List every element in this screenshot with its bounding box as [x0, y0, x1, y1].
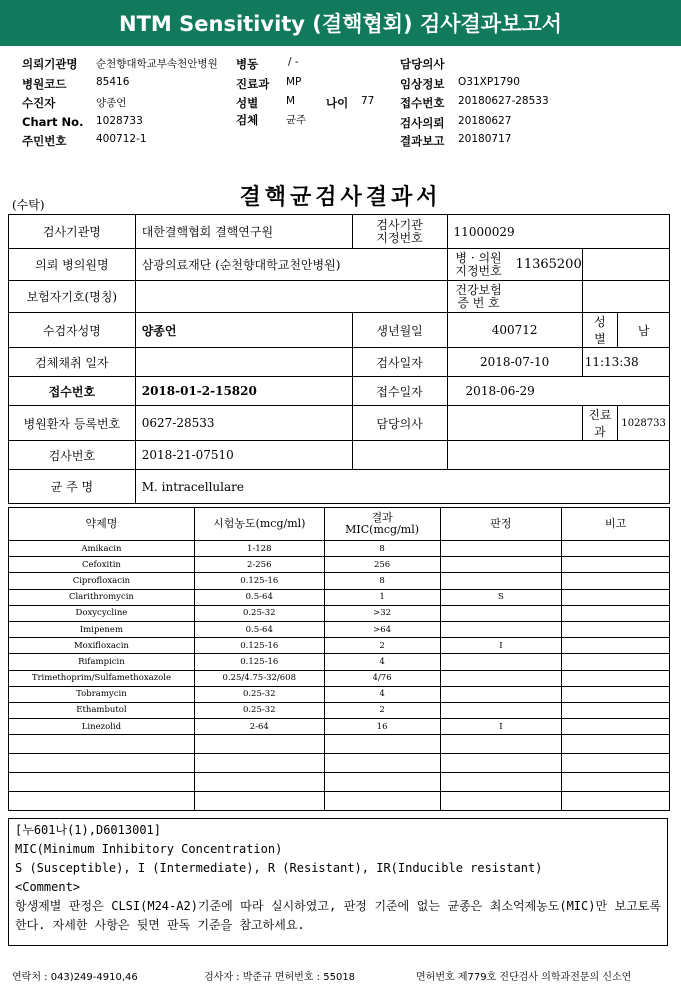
drug-cell-drug [9, 735, 195, 754]
drug-cell-drug: Linezolid [9, 719, 195, 735]
drug-cell-interp: S [440, 589, 562, 605]
drug-row [9, 638, 670, 654]
drug-cell-drug: Clarithromycin [9, 589, 195, 605]
report-title: 결핵균검사결과서 [239, 184, 442, 210]
chart-label: Chart No. [22, 115, 84, 129]
drug-cell-drug: Moxifloxacin [9, 638, 195, 654]
drug-cell-mic: 4 [324, 654, 440, 670]
health-ins-label: 건강보험 증 번 호 [455, 282, 502, 310]
conc-header: 시험농도(mcg/ml) [194, 508, 324, 541]
reception-no-label: 접수번호 [400, 96, 445, 110]
drug-row [9, 719, 670, 735]
drug-cell-interp [440, 621, 562, 637]
drug-cell-drug: Imipenem [9, 621, 195, 637]
drug-cell-conc: 0.25/4.75-32/608 [194, 670, 324, 686]
resident-no-label: 주민번호 [22, 134, 67, 148]
mic-header: 결과 MIC(mcg/ml) [324, 508, 440, 541]
drug-cell-remark [562, 735, 670, 754]
drug-cell-drug: Cefoxitin [9, 557, 195, 573]
result-report-label: 결과보고 [400, 134, 445, 148]
drug-cell-mic: >32 [324, 605, 440, 621]
drug-cell-remark [562, 754, 670, 773]
drug-cell-remark [562, 702, 670, 718]
dept-cell: 1028733 [618, 406, 670, 441]
age: 77 [361, 95, 375, 107]
drug-cell-remark [562, 589, 670, 605]
chart: 1028733 [96, 115, 143, 127]
strain: M. intracellulare [135, 470, 669, 504]
drug-cell-remark [562, 541, 670, 557]
drug-cell-remark [562, 573, 670, 589]
sex: M [286, 95, 296, 107]
receipt-date-label: 접수일자 [352, 377, 447, 406]
sex-cell: 남 [618, 313, 670, 348]
reg-no-label: 병원환자 등록번호 [9, 406, 136, 441]
drug-cell-remark [562, 605, 670, 621]
lab-reg-label: 검사기관 지정번호 [352, 215, 447, 249]
test-date-label: 검사일자 [352, 348, 447, 377]
patient: 양종언 [96, 97, 127, 109]
drug-cell-conc: 0.25-32 [194, 605, 324, 621]
drug-cell-drug [9, 792, 195, 811]
drug-cell-remark [562, 670, 670, 686]
test-request: 20180627 [458, 115, 512, 127]
empty-row [9, 792, 670, 811]
drug-cell-interp [440, 792, 562, 811]
banner-title: NTM Sensitivity (결핵협회) 검사결과보고서 [119, 12, 562, 36]
drug-cell-remark [562, 638, 670, 654]
lab-name: 대한결핵협회 결핵연구원 [135, 215, 352, 249]
dept-label-cell: 진료과 [582, 406, 618, 441]
drug-cell-conc: 0.125-16 [194, 638, 324, 654]
footer-license: 면허번호 제779호 진단검사 의학과전문의 신소연 [416, 972, 632, 983]
drug-row [9, 670, 670, 686]
dept-label: 진료과 [236, 77, 270, 91]
drug-cell-conc: 0.25-32 [194, 686, 324, 702]
ward: / - [288, 56, 299, 68]
dept: MP [286, 76, 302, 88]
requesting-org: 순천향대학교부속천안병원 [96, 58, 218, 70]
drug-cell-interp [440, 654, 562, 670]
collect-date [135, 348, 352, 377]
empty-row [9, 754, 670, 773]
drug-cell-conc: 0.125-16 [194, 573, 324, 589]
drug-cell-mic: 2 [324, 702, 440, 718]
age-label: 나이 [326, 96, 349, 110]
drug-cell-drug: Ciprofloxacin [9, 573, 195, 589]
receipt-no-label: 접수번호 [9, 377, 136, 406]
health-ins [582, 281, 669, 313]
drug-cell-interp [440, 773, 562, 792]
hosp-reg-cell [447, 249, 582, 281]
drug-cell-conc [194, 735, 324, 754]
drug-cell-drug: Rifampicin [9, 654, 195, 670]
drug-header: 약제명 [9, 508, 195, 541]
drug-cell-mic: 4 [324, 686, 440, 702]
exam-no: 2018-21-07510 [135, 441, 352, 470]
drug-cell-remark [562, 621, 670, 637]
notes-comment: 항생제별 판정은 CLSI(M24-A2)기준에 따라 실시하였고, 판정 기준에 없는 균종은 최소억제농도(MIC)만 보고토록 한다. 자세한 사항은 뒷면 판독 기준을 참고하세요. [15, 899, 661, 932]
insurance [135, 281, 447, 313]
drug-row [9, 686, 670, 702]
footer-contact: 연락처 : 043)249-4910,46 [12, 972, 138, 983]
notes-code: [누601나(1),D6013001] [15, 823, 162, 837]
notes-comment-label: <Comment> [15, 880, 81, 894]
drug-cell-conc: 2-256 [194, 557, 324, 573]
clinical: O31XP1790 [458, 76, 520, 88]
drug-cell-drug: Amikacin [9, 541, 195, 557]
drug-cell-mic: 8 [324, 573, 440, 589]
drug-row [9, 573, 670, 589]
hosp-reg-label: 병 · 의원 지정번호 [455, 250, 502, 278]
test-time: 11:13:38 [582, 348, 669, 377]
receipt-no: 2018-01-2-15820 [135, 377, 352, 406]
drug-cell-remark [562, 773, 670, 792]
drug-cell-mic: 8 [324, 541, 440, 557]
drug-row [9, 621, 670, 637]
birth: 400712 [447, 313, 582, 348]
test-request-label: 검사의뢰 [400, 116, 445, 130]
drug-cell-conc: 0.25-32 [194, 702, 324, 718]
ward-label: 병동 [236, 57, 259, 71]
clinical-label: 임상정보 [400, 77, 445, 91]
drug-cell-interp [440, 557, 562, 573]
receipt-date: 2018-06-29 [447, 377, 669, 406]
sex-label: 성별 [236, 96, 259, 110]
drug-sensitivity-table [8, 507, 670, 811]
drug-cell-mic: 4/76 [324, 670, 440, 686]
drug-row [9, 541, 670, 557]
test-date: 2018-07-10 [447, 348, 582, 377]
specimen-info-table [8, 214, 670, 504]
drug-cell-conc: 1-128 [194, 541, 324, 557]
drug-cell-interp [440, 605, 562, 621]
drug-cell-drug [9, 754, 195, 773]
patient-name: 양종언 [135, 313, 352, 348]
drug-cell-interp [440, 754, 562, 773]
drug-cell-mic [324, 735, 440, 754]
notes-legend: S (Susceptible), I (Intermediate), R (Resistant), IR(Inducible resistant) [15, 861, 543, 875]
drug-cell-interp [440, 686, 562, 702]
result-report: 20180717 [458, 133, 512, 145]
req-hosp-label: 의뢰 병의원명 [9, 249, 136, 281]
drug-cell-conc: 2-64 [194, 719, 324, 735]
reception-no: 20180627-28533 [458, 95, 549, 107]
drug-cell-interp: I [440, 638, 562, 654]
drug-row [9, 557, 670, 573]
lab-reg: 11000029 [447, 215, 669, 249]
drug-cell-interp [440, 541, 562, 557]
patient-name-label: 수검자성명 [9, 313, 136, 348]
drug-row [9, 605, 670, 621]
birth-label: 생년월일 [352, 313, 447, 348]
insurance-label: 보험자기호(명칭) [9, 281, 136, 313]
drug-cell-mic [324, 792, 440, 811]
drug-cell-interp [440, 735, 562, 754]
exam-no-label: 검사번호 [9, 441, 136, 470]
drug-cell-conc: 0.5-64 [194, 621, 324, 637]
drug-cell-drug: Doxycycline [9, 605, 195, 621]
suctak-mark: (수탁) [12, 198, 45, 212]
doctor-cell [447, 406, 582, 441]
drug-cell-mic: 2 [324, 638, 440, 654]
drug-row [9, 702, 670, 718]
strain-label: 균 주 명 [9, 470, 136, 504]
doctor-label-cell: 담당의사 [352, 406, 447, 441]
report-banner [0, 0, 681, 46]
req-hosp: 삼광의료재단 (순천향대학교천안병원) [135, 249, 447, 281]
interp-header: 판정 [440, 508, 562, 541]
requesting-org-label: 의뢰기관명 [22, 57, 78, 71]
hospital-code: 85416 [96, 76, 130, 88]
drug-cell-interp [440, 670, 562, 686]
empty-row [9, 773, 670, 792]
drug-cell-conc [194, 754, 324, 773]
drug-cell-conc [194, 792, 324, 811]
drug-row [9, 589, 670, 605]
specimen: 균주 [286, 114, 307, 126]
drug-cell-drug: Ethambutol [9, 702, 195, 718]
drug-cell-conc: 0.125-16 [194, 654, 324, 670]
drug-cell-remark [562, 792, 670, 811]
drug-cell-conc: 0.5-64 [194, 589, 324, 605]
drug-cell-remark [562, 557, 670, 573]
specimen-label: 검체 [236, 113, 259, 127]
resident-no: 400712-1 [96, 133, 147, 145]
reg-no: 0627-28533 [135, 406, 352, 441]
empty-row [9, 735, 670, 754]
drug-cell-remark [562, 686, 670, 702]
lab-name-label: 검사기관명 [9, 215, 136, 249]
drug-cell-drug [9, 773, 195, 792]
drug-cell-interp: I [440, 719, 562, 735]
drug-cell-drug: Tobramycin [9, 686, 195, 702]
drug-cell-remark [562, 654, 670, 670]
drug-cell-interp [440, 573, 562, 589]
hosp-reg: 11365200 [515, 257, 582, 272]
drug-cell-mic [324, 773, 440, 792]
order-meta [0, 50, 681, 150]
drug-cell-mic: 256 [324, 557, 440, 573]
drug-cell-interp [440, 702, 562, 718]
remark-header: 비고 [562, 508, 670, 541]
drug-cell-mic: 16 [324, 719, 440, 735]
drug-row [9, 654, 670, 670]
notes-mic: MIC(Minimum Inhibitory Concentration) [15, 842, 283, 856]
drug-cell-conc [194, 773, 324, 792]
doctor-label: 담당의사 [400, 57, 445, 71]
collect-date-label: 검체채취 일자 [9, 348, 136, 377]
drug-cell-drug: Trimethoprim/Sulfamethoxazole [9, 670, 195, 686]
drug-cell-mic: 1 [324, 589, 440, 605]
drug-cell-mic [324, 754, 440, 773]
sex-label-cell: 성별 [582, 313, 618, 348]
patient-label: 수진자 [22, 96, 56, 110]
hospital-code-label: 병원코드 [22, 77, 67, 91]
drug-cell-mic: >64 [324, 621, 440, 637]
report-notes [8, 818, 668, 946]
footer-examiner: 검사자 : 박준규 면허번호 : 55018 [204, 972, 356, 983]
drug-cell-remark [562, 719, 670, 735]
